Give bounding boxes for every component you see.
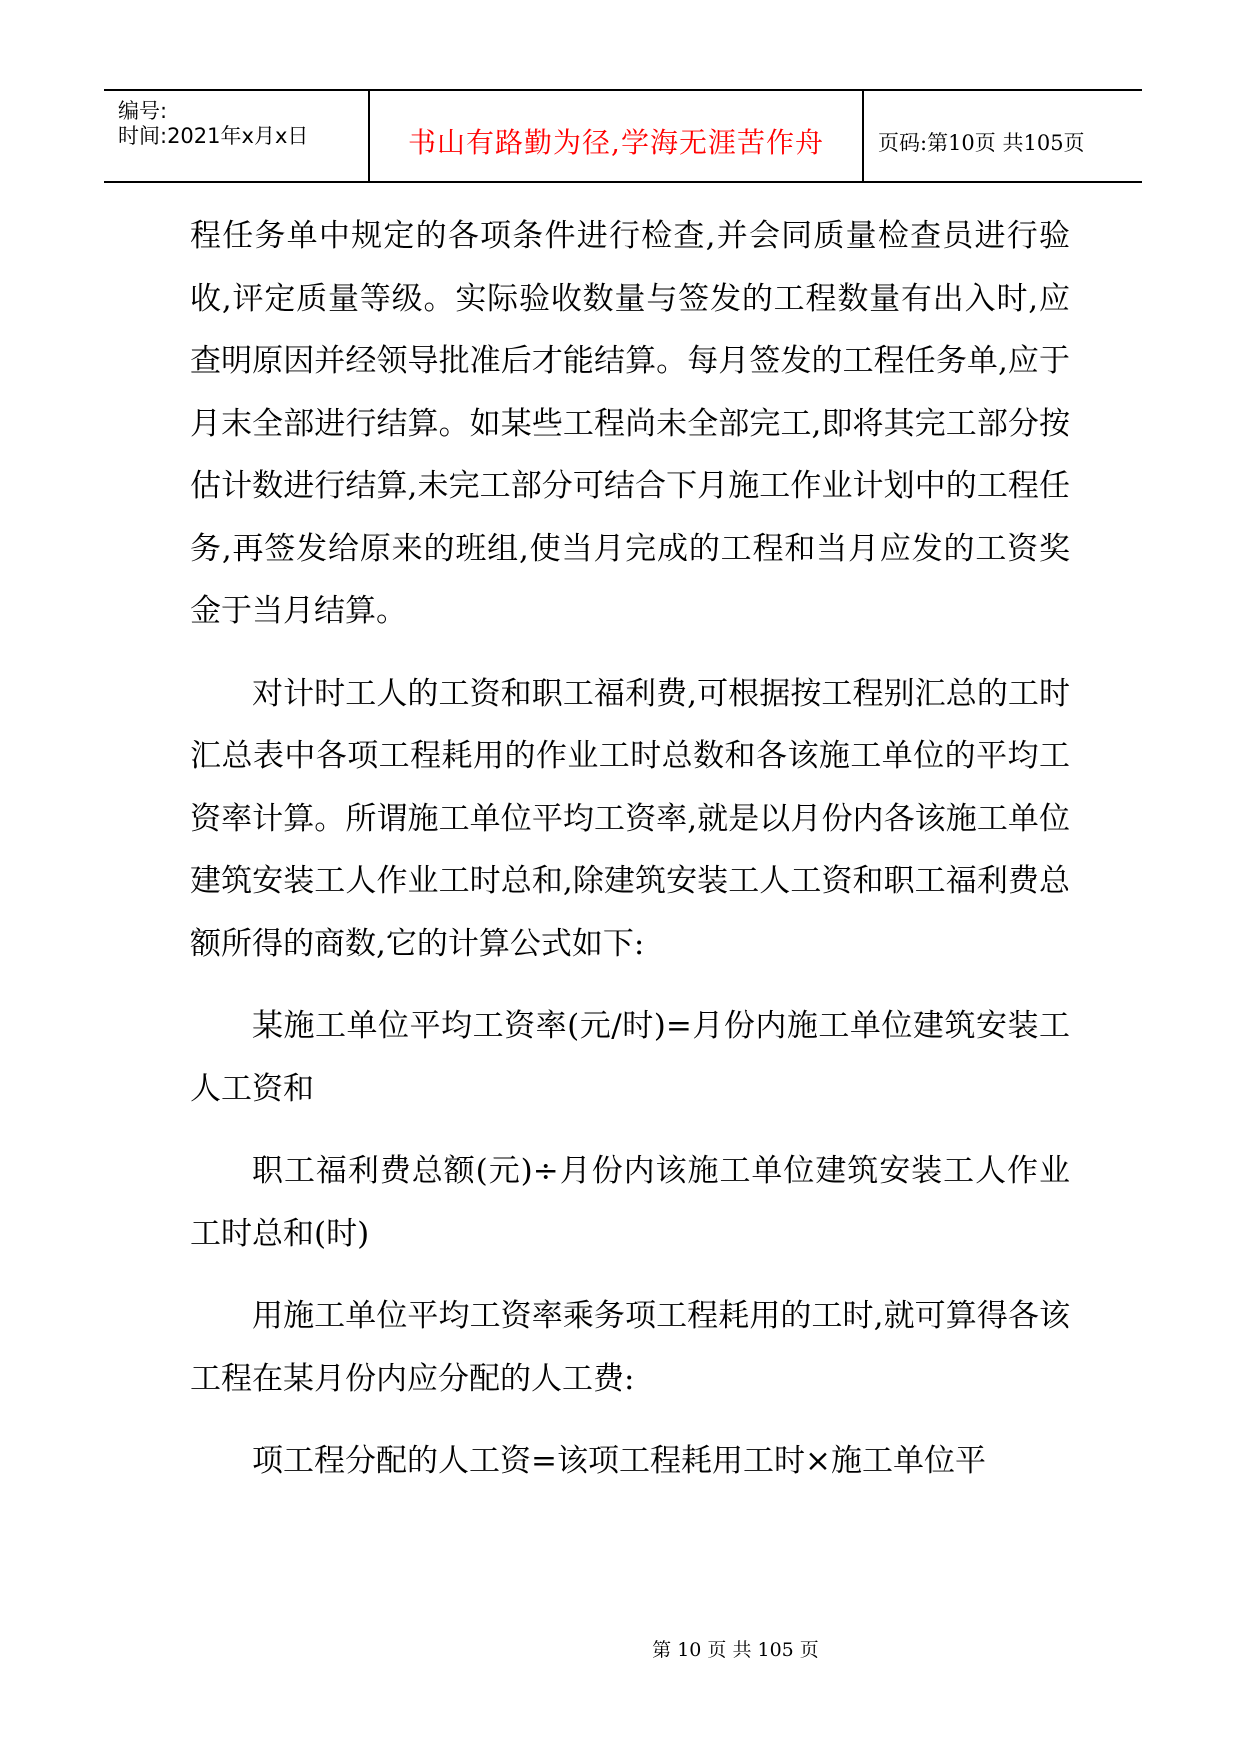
document-time-label: 时间:2021年x月x日 — [118, 124, 309, 148]
header-motto: 书山有路勤为径,学海无涯苦作舟 — [408, 126, 824, 159]
header-page-number: 页码:第10页 共105页 — [878, 131, 1085, 155]
paragraph-continued: 程任务单中规定的各项条件进行检查,并会同质量检查员进行验收,评定质量等级。实际验收数量与签发的工程数量有出入时,应查明原因并经领导批准后才能结算。每月签发的工程任务单,应于月末全部进行结算。如某些工程尚未全部完工,即将其完工部分按估计数进行结算,未完工部分可结合下月施工作业计划中的工程任务,再签发给原来的班组,使当月完成的工程和当月应发的工资奖金于当月结算。 — [190, 218, 1070, 629]
header-motto-cell — [370, 91, 864, 181]
header-info-cell — [104, 91, 370, 181]
header-page-cell — [864, 91, 1142, 181]
paragraph-allocation: 用施工单位平均工资率乘务项工程耗用的工时,就可算得各该工程在某月份内应分配的人工费: — [190, 1298, 1070, 1397]
paragraph-formula-divisor: 职工福利费总额(元)÷月份内该施工单位建筑安装工人作业工时总和(时) — [190, 1153, 1070, 1252]
page-footer: 第 10 页 共 105 页 — [652, 1639, 819, 1661]
document-header — [104, 89, 1142, 183]
paragraph-formula-rate: 某施工单位平均工资率(元/时)=月份内施工单位建筑安装工人工资和 — [190, 1008, 1070, 1107]
document-code-label: 编号: — [118, 99, 168, 123]
paragraph-hourly-wage: 对计时工人的工资和职工福利费,可根据按工程别汇总的工时汇总表中各项工程耗用的作业工时总数和各该施工单位的平均工资率计算。所谓施工单位平均工资率,就是以月份内各该施工单位建筑安装工人作业工时总和,除建筑安装工人工资和职工福利费总额所得的商数,它的计算公式如下: — [190, 675, 1070, 962]
document-body — [190, 205, 1070, 1493]
paragraph-allocation-formula: 项工程分配的人工资=该项工程耗用工时×施工单位平 — [252, 1443, 986, 1479]
